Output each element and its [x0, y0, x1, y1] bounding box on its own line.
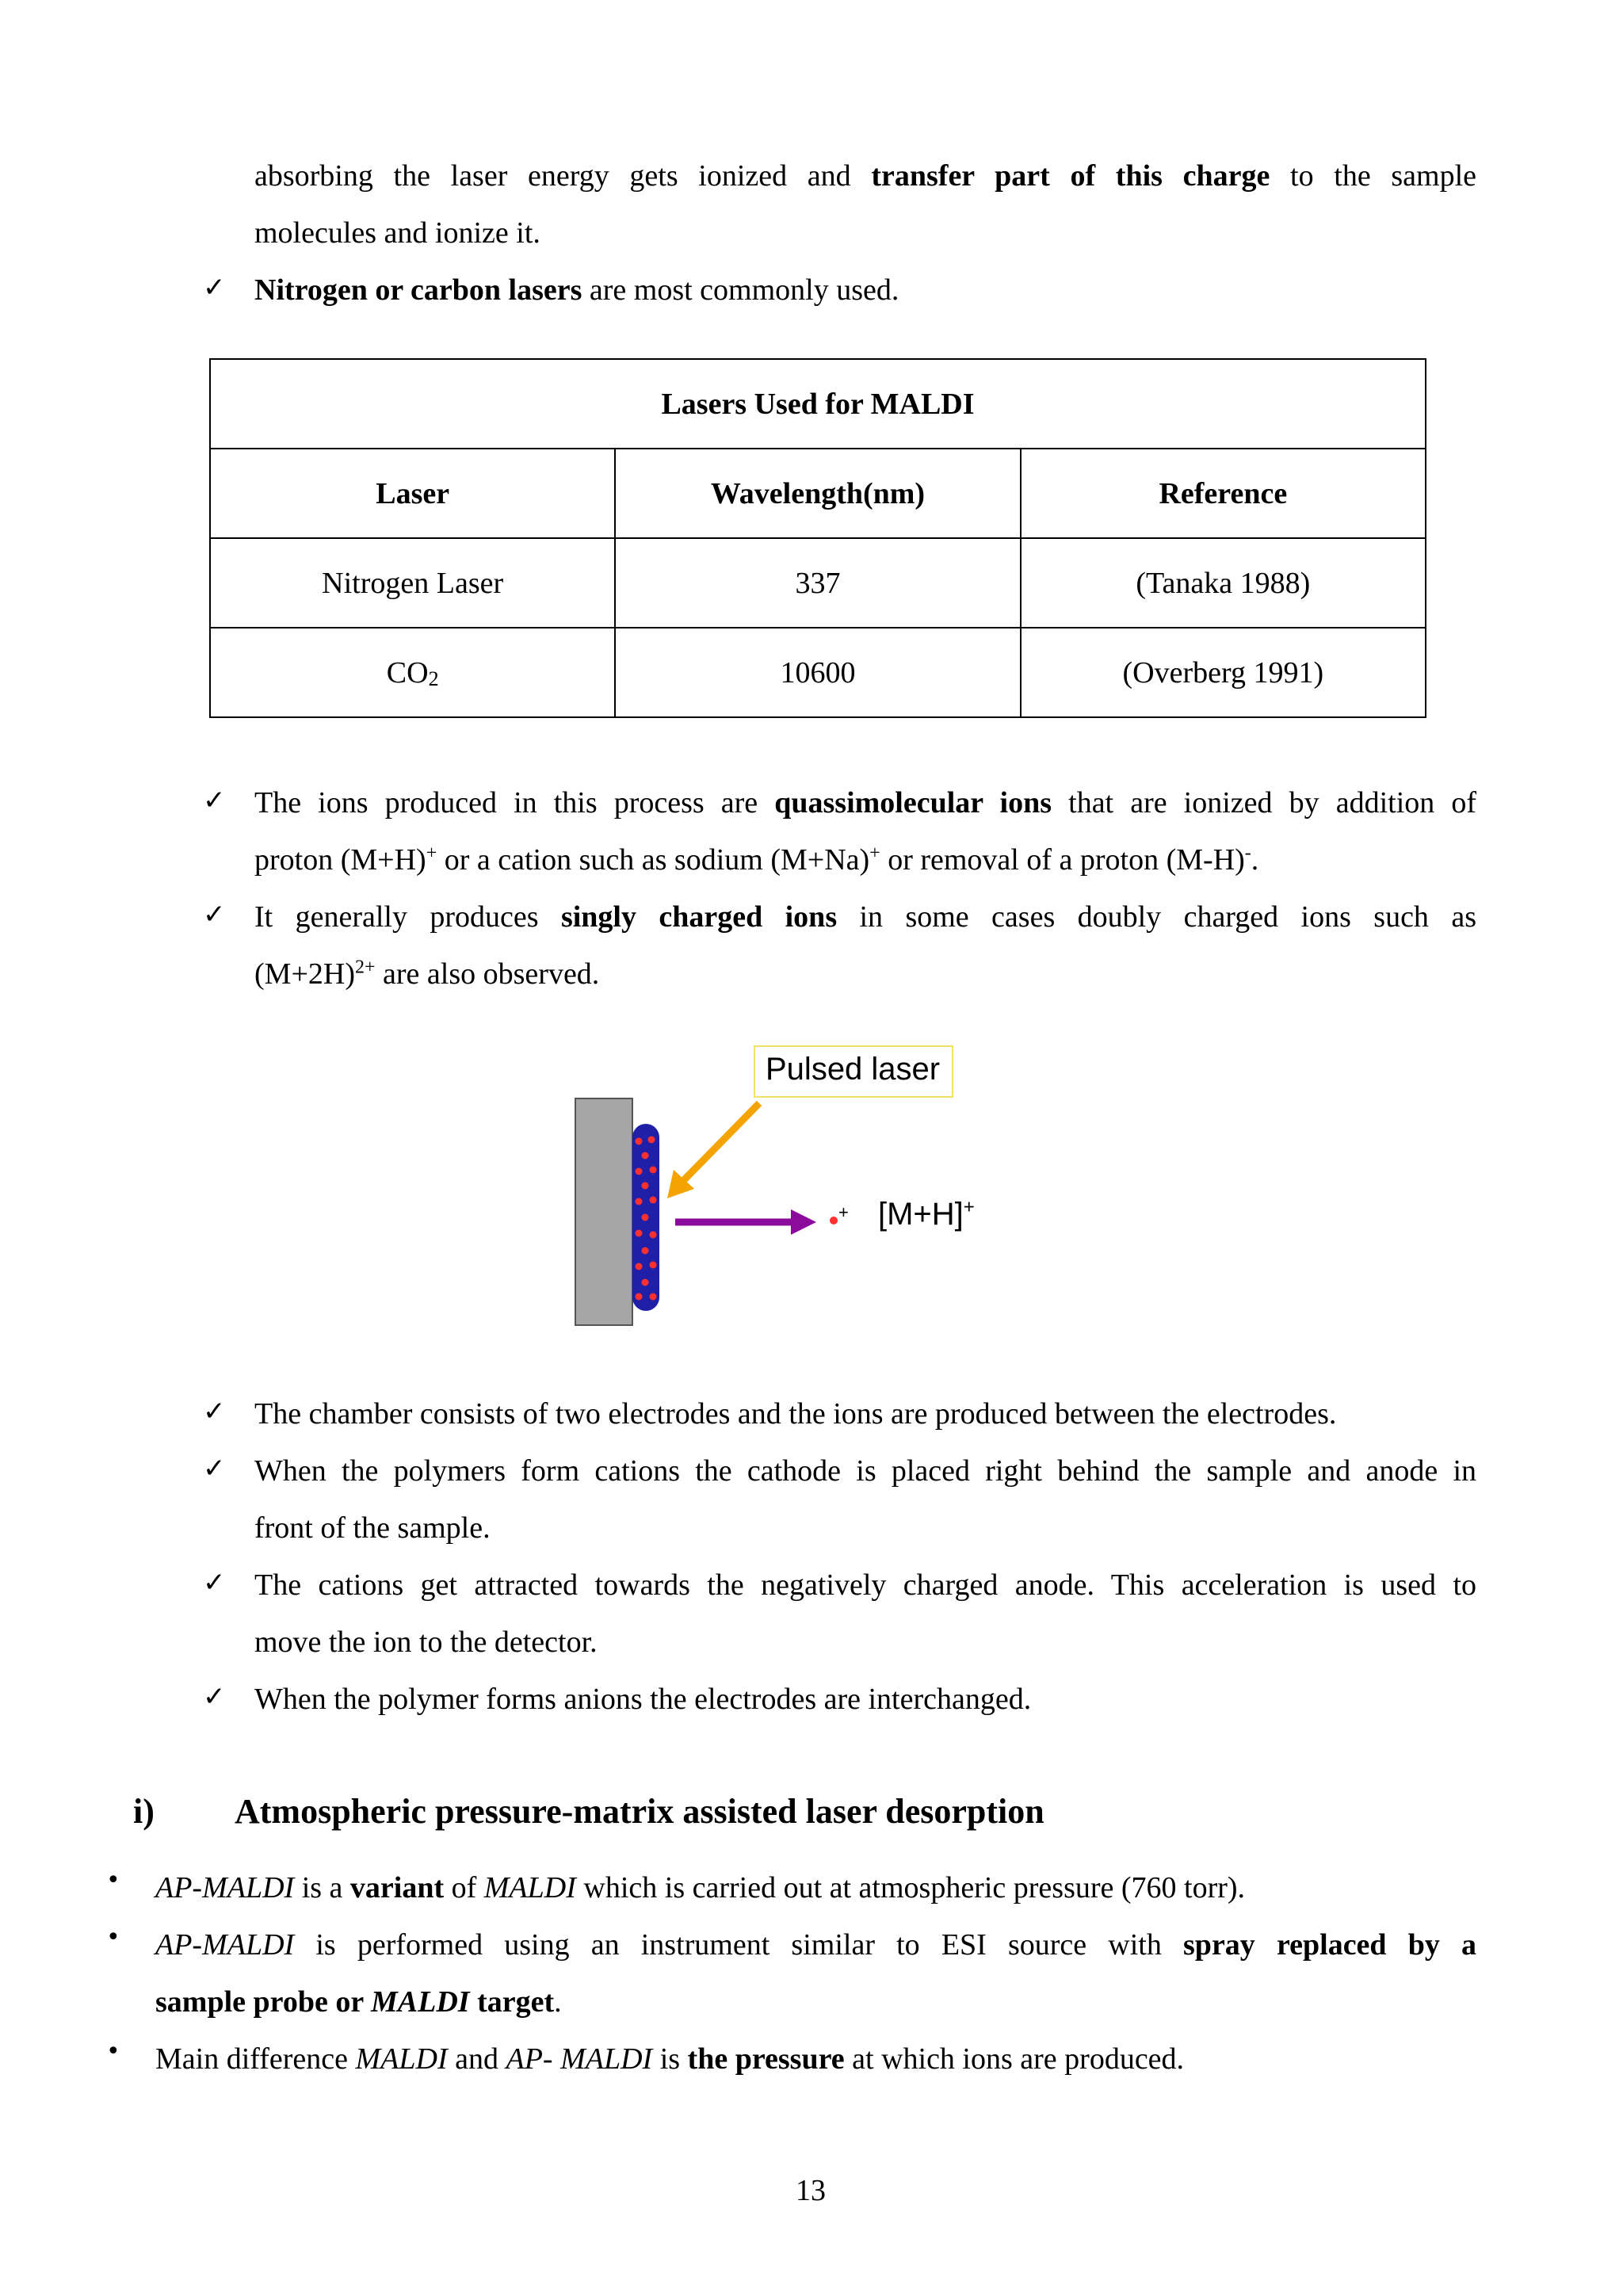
table-cell: (Overberg 1991)	[1021, 628, 1426, 717]
bullet-icon: •	[106, 2038, 120, 2065]
ion-dot	[830, 1217, 838, 1224]
bullet-item-difference: Main difference MALDI and AP- MALDI is the pressure at which ions are produced.	[155, 2042, 1185, 2076]
table-row	[210, 628, 1426, 717]
table-row	[210, 538, 1426, 628]
check-icon: ✓	[203, 272, 226, 304]
check-icon: ✓	[203, 899, 226, 930]
check-item-anions: When the polymer forms anions the electrodes are interchanged.	[254, 1683, 1032, 1716]
check-item-ions-line-1: The ions produced in this process are quassimolecular ions that are ionized by addition of	[254, 786, 1476, 819]
table-title-row	[210, 359, 1426, 449]
check-item-chamber: The chamber consists of two electrodes and the ions are produced between the electrodes.	[254, 1397, 1337, 1431]
table-cell: (Tanaka 1988)	[1021, 538, 1426, 628]
table-header-row	[210, 449, 1426, 538]
bullet-item-variant: AP-MALDI is a variant of MALDI which is carried out at atmospheric pressure (760 torr).	[155, 1871, 1246, 1904]
check-item-lasers: Nitrogen or carbon lasers are most commonly used.	[254, 273, 899, 307]
intro-line-1: absorbing the laser energy gets ionized and transfer part of this charge to the sample	[254, 159, 1476, 193]
laser-arrow	[682, 1103, 759, 1182]
table-cell: $CO_2$	[210, 628, 615, 717]
check-icon: ✓	[203, 1453, 226, 1484]
table-cell: 10600	[615, 628, 1020, 717]
bullet-icon: •	[106, 1924, 120, 1951]
check-item-singly-line-1: It generally produces singly charged ions in some cases doubly charged ions such as	[254, 900, 1476, 934]
check-icon: ✓	[203, 1567, 226, 1599]
check-item-ions-line-2: proton (M+H)+ or a cation such as sodium (M+Na)+ or removal of a proton (M-H)-.	[254, 842, 1259, 877]
check-item-singly-line-2: $(M+2H)^{2+}$ are also observed.	[254, 957, 600, 991]
ion-arrowhead	[791, 1209, 816, 1235]
lasers-table	[209, 358, 1426, 718]
check-item-polymers-line-1: When the polymers form cations the cathode is placed right behind the sample and anode in	[254, 1454, 1476, 1488]
ion-label: [M+H]+	[878, 1196, 975, 1232]
page-number: 13	[796, 2174, 826, 2207]
table-cell: 337	[615, 538, 1020, 628]
check-item-cations-line-1: The cations get attracted towards the negatively charged anode. This acceleration is used to	[254, 1568, 1476, 1602]
bullet-icon: •	[106, 1866, 120, 1894]
column-header: Laser	[210, 449, 615, 538]
table-title: Lasers Used for MALDI	[210, 359, 1426, 449]
column-header: Reference	[1021, 449, 1426, 538]
sample-plate	[575, 1098, 632, 1325]
check-icon: ✓	[203, 1396, 226, 1427]
section-title: Atmospheric pressure-matrix assisted laser desorption	[235, 1792, 1044, 1831]
bullet-item-instrument-line-2: sample probe or MALDI target.	[155, 1985, 562, 2019]
column-header: Wavelength(nm)	[615, 449, 1020, 538]
pulsed-laser-label: Pulsed laser	[766, 1052, 941, 1087]
check-icon: ✓	[203, 785, 226, 816]
section-number: i)	[133, 1792, 155, 1831]
check-icon: ✓	[203, 1681, 226, 1713]
check-item-polymers-line-2: front of the sample.	[254, 1511, 491, 1545]
intro-line-2: molecules and ionize it.	[254, 216, 540, 250]
bullet-item-instrument-line-1: AP-MALDI is performed using an instrument similar to ESI source with spray replaced by a	[155, 1928, 1476, 1962]
table-cell: Nitrogen Laser	[210, 538, 615, 628]
ion-charge-label: +	[838, 1202, 849, 1222]
check-item-cations-line-2: move the ion to the detector.	[254, 1626, 598, 1659]
